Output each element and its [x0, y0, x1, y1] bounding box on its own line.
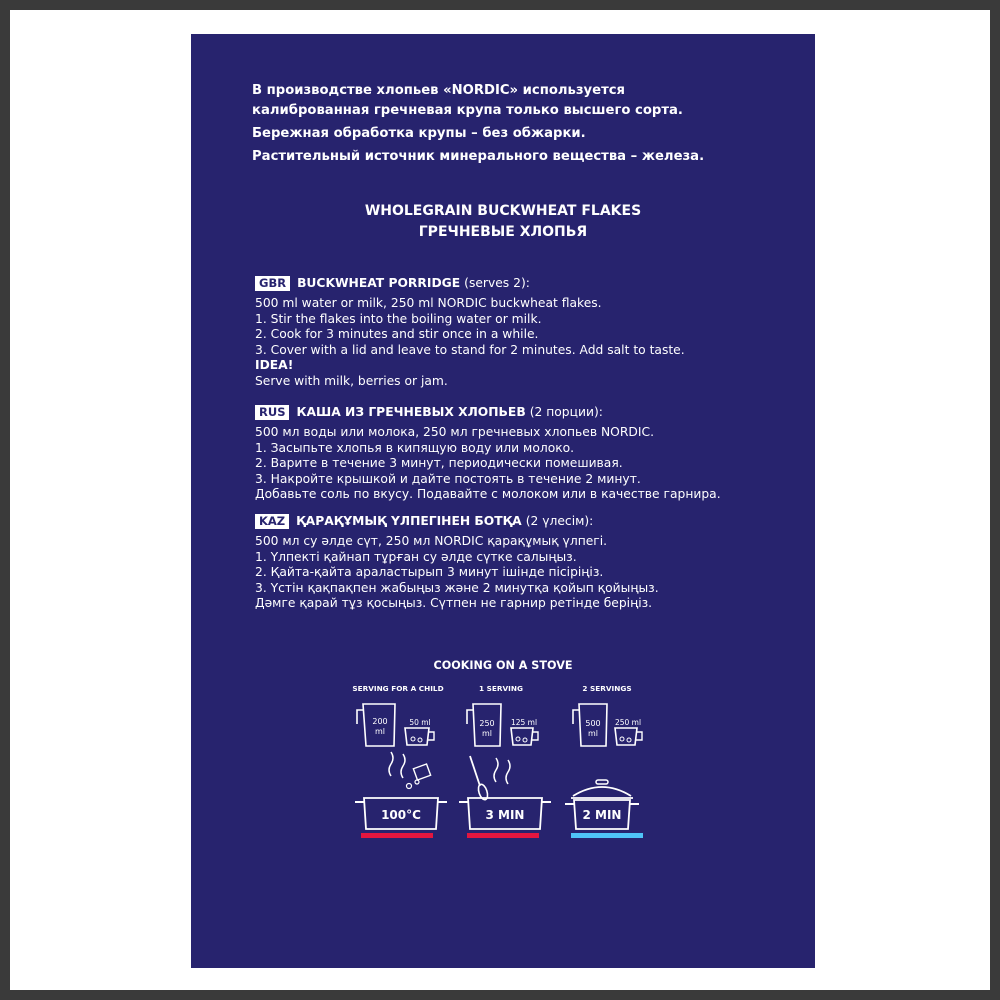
measuring-cup-icon [615, 718, 642, 745]
language-tag-rus: RUS [255, 405, 289, 420]
recipe-line: 1. Stir the flakes into the boiling water or milk. [255, 311, 542, 326]
intro-line-4: Растительный источник минерального вещества – железа. [252, 149, 705, 164]
jug-unit: ml [587, 729, 599, 738]
cup-volume: 50 ml [409, 718, 431, 727]
recipe-kaz-serves: (2 үлесім): [525, 513, 594, 528]
jug-volume: 500 [585, 719, 601, 728]
recipe-line: Добавьте соль по вкусу. Подавайте с молоком или в качестве гарнира. [255, 487, 721, 501]
intro-line-2: калиброванная гречневая крупа только высшего сорта. [252, 103, 683, 118]
cooking-on-stove-title: COOKING ON A STOVE [433, 659, 573, 672]
measuring-jug-icon [357, 704, 395, 746]
package-back-panel [191, 34, 815, 968]
recipe-line: 2. Варите в течение 3 минут, периодически помешивая. [255, 456, 623, 470]
product-title-ru: ГРЕЧНЕВЫЕ ХЛОПЬЯ [418, 224, 588, 240]
pot-label: 100°C [381, 808, 421, 822]
recipe-line: 3. Cover with a lid and leave to stand for 2 minutes. Add salt to taste. [255, 342, 685, 357]
burner-off-bar [571, 833, 643, 838]
recipe-line: 500 мл су әлде сүт, 250 мл NORDIC қарақұмық үлпегі. [255, 534, 608, 548]
measuring-cup-icon [405, 718, 434, 745]
idea-label: IDEA! [255, 358, 294, 372]
pot-boiling-icon [355, 752, 447, 829]
jug-unit: ml [374, 727, 386, 736]
measuring-cup-icon [511, 718, 538, 745]
jug-volume: 250 [479, 719, 495, 728]
cup-volume: 250 ml [614, 718, 642, 727]
intro-line-3: Бережная обработка крупы – без обжарки. [252, 126, 586, 141]
pot-covered-icon [565, 780, 639, 829]
burner-heat-bar [467, 833, 539, 838]
product-title-en: WHOLEGRAIN BUCKWHEAT FLAKES [364, 203, 642, 219]
serving-label: SERVING FOR A CHILD [352, 684, 444, 693]
recipe-line: 1. Засыпьте хлопья в кипящую воду или молоко. [255, 440, 575, 455]
pot-label: 2 MIN [582, 808, 622, 822]
language-tag-kaz: KAZ [255, 514, 289, 529]
jug-volume: 200 [372, 717, 388, 726]
pot-label: 3 MIN [485, 808, 525, 822]
recipe-line: 3. Үстін қақпақпен жабыңыз және 2 минутқа қойып қойыңыз. [255, 580, 659, 595]
pot-stirring-icon [459, 756, 551, 829]
recipe-line: 500 мл воды или молока, 250 мл гречневых хлопьев NORDIC. [255, 425, 654, 439]
recipe-line: 3. Накройте крышкой и дайте постоять в течение 2 минут. [255, 471, 641, 486]
serving-label: 2 SERVINGS [582, 684, 632, 693]
burner-heat-bar [361, 833, 433, 838]
recipe-line: Дәмге қарай тұз қосыңыз. Сүтпен не гарнир ретінде беріңіз. [255, 596, 653, 610]
idea-text: Serve with milk, berries or jam. [255, 373, 448, 388]
measuring-jug-icon [573, 704, 607, 746]
cup-volume: 125 ml [510, 718, 538, 727]
recipe-rus-title: КАША ИЗ ГРЕЧНЕВЫХ ХЛОПЬЕВ [296, 404, 526, 419]
recipe-line: 1. Үлпекті қайнап тұрған су әлде сүтке салыңыз. [255, 549, 577, 564]
serving-label: 1 SERVING [479, 684, 523, 693]
recipe-rus-serves: (2 порции): [529, 404, 603, 419]
cooking-pictograms [191, 34, 815, 968]
recipe-gbr-title: BUCKWHEAT PORRIDGE [297, 275, 461, 290]
recipe-line: 2. Cook for 3 minutes and stir once in a while. [255, 327, 539, 341]
recipe-kaz-title: ҚАРАҚҰМЫҚ ҮЛПЕГІНЕН БОТҚА [296, 513, 522, 528]
intro-line-1: В производстве хлопьев «NORDIC» используется [252, 83, 626, 98]
recipe-gbr-serves: (serves 2): [464, 275, 530, 290]
jug-unit: ml [481, 729, 493, 738]
recipe-line: 2. Қайта-қайта араластырып 3 минут ішінде пісіріңіз. [255, 565, 604, 579]
measuring-jug-icon [467, 704, 501, 746]
recipe-line: 500 ml water or milk, 250 ml NORDIC buckwheat flakes. [255, 296, 602, 310]
language-tag-gbr: GBR [255, 276, 290, 291]
